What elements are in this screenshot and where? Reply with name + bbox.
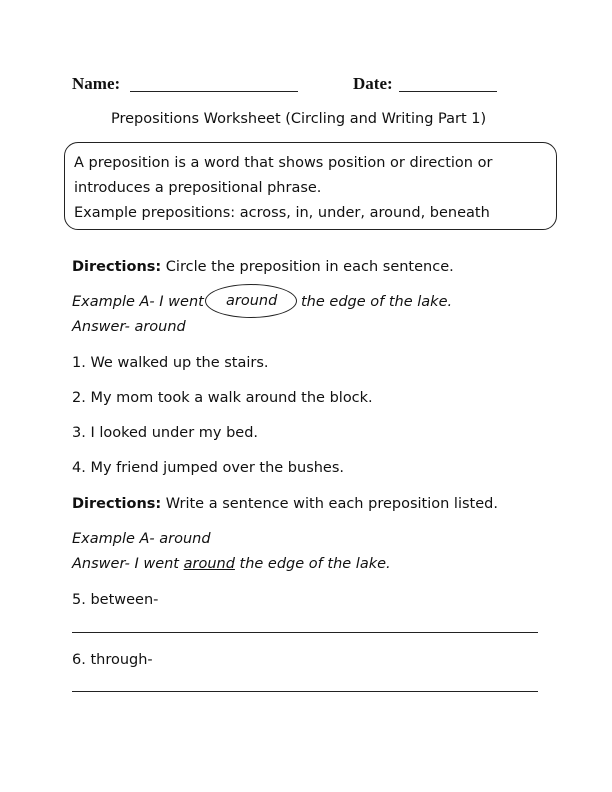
write-item-5: 5. between- — [72, 592, 159, 608]
part2-answer — [72, 555, 391, 573]
name-label: Name: — [72, 74, 121, 93]
answer-line-5[interactable] — [72, 632, 538, 633]
part1-example-suffix: the edge of the lake. — [301, 294, 453, 310]
part2-directions-text: Write a sentence with each preposition listed. — [161, 496, 498, 512]
sentence-item-2: 2. My mom took a walk around the block. — [72, 390, 373, 406]
definition-line-2: introduces a prepositional phrase. — [74, 180, 322, 196]
part1-example-circled: around — [226, 293, 278, 309]
part1-directions-label: Directions: — [72, 259, 162, 275]
part2-example: Example A- around — [72, 531, 211, 547]
part2-directions — [72, 495, 498, 513]
sentence-item-1: 1. We walked up the stairs. — [72, 355, 269, 371]
date-field[interactable] — [399, 91, 497, 92]
part1-directions — [72, 258, 454, 276]
name-field[interactable] — [130, 91, 298, 92]
part2-answer-prefix: Answer- I went — [72, 556, 184, 572]
date-label: Date: — [353, 74, 393, 93]
part1-example-prefix: Example A- I went — [72, 294, 204, 310]
definition-line-3: Example prepositions: across, in, under, around, beneath — [74, 205, 490, 221]
worksheet-title: Prepositions Worksheet (Circling and Writing Part 1) — [111, 111, 487, 127]
part1-directions-text: Circle the preposition in each sentence. — [161, 259, 454, 275]
part1-answer: Answer- around — [72, 319, 186, 335]
part2-directions-label: Directions: — [72, 496, 162, 512]
write-item-6: 6. through- — [72, 652, 153, 668]
part2-answer-suffix: the edge of the lake. — [234, 556, 391, 572]
sentence-item-3: 3. I looked under my bed. — [72, 425, 259, 441]
sentence-item-4: 4. My friend jumped over the bushes. — [72, 460, 345, 476]
answer-line-6[interactable] — [72, 691, 538, 692]
part2-answer-underlined: around — [183, 556, 235, 572]
definition-line-1: A preposition is a word that shows position or direction or — [74, 155, 493, 171]
